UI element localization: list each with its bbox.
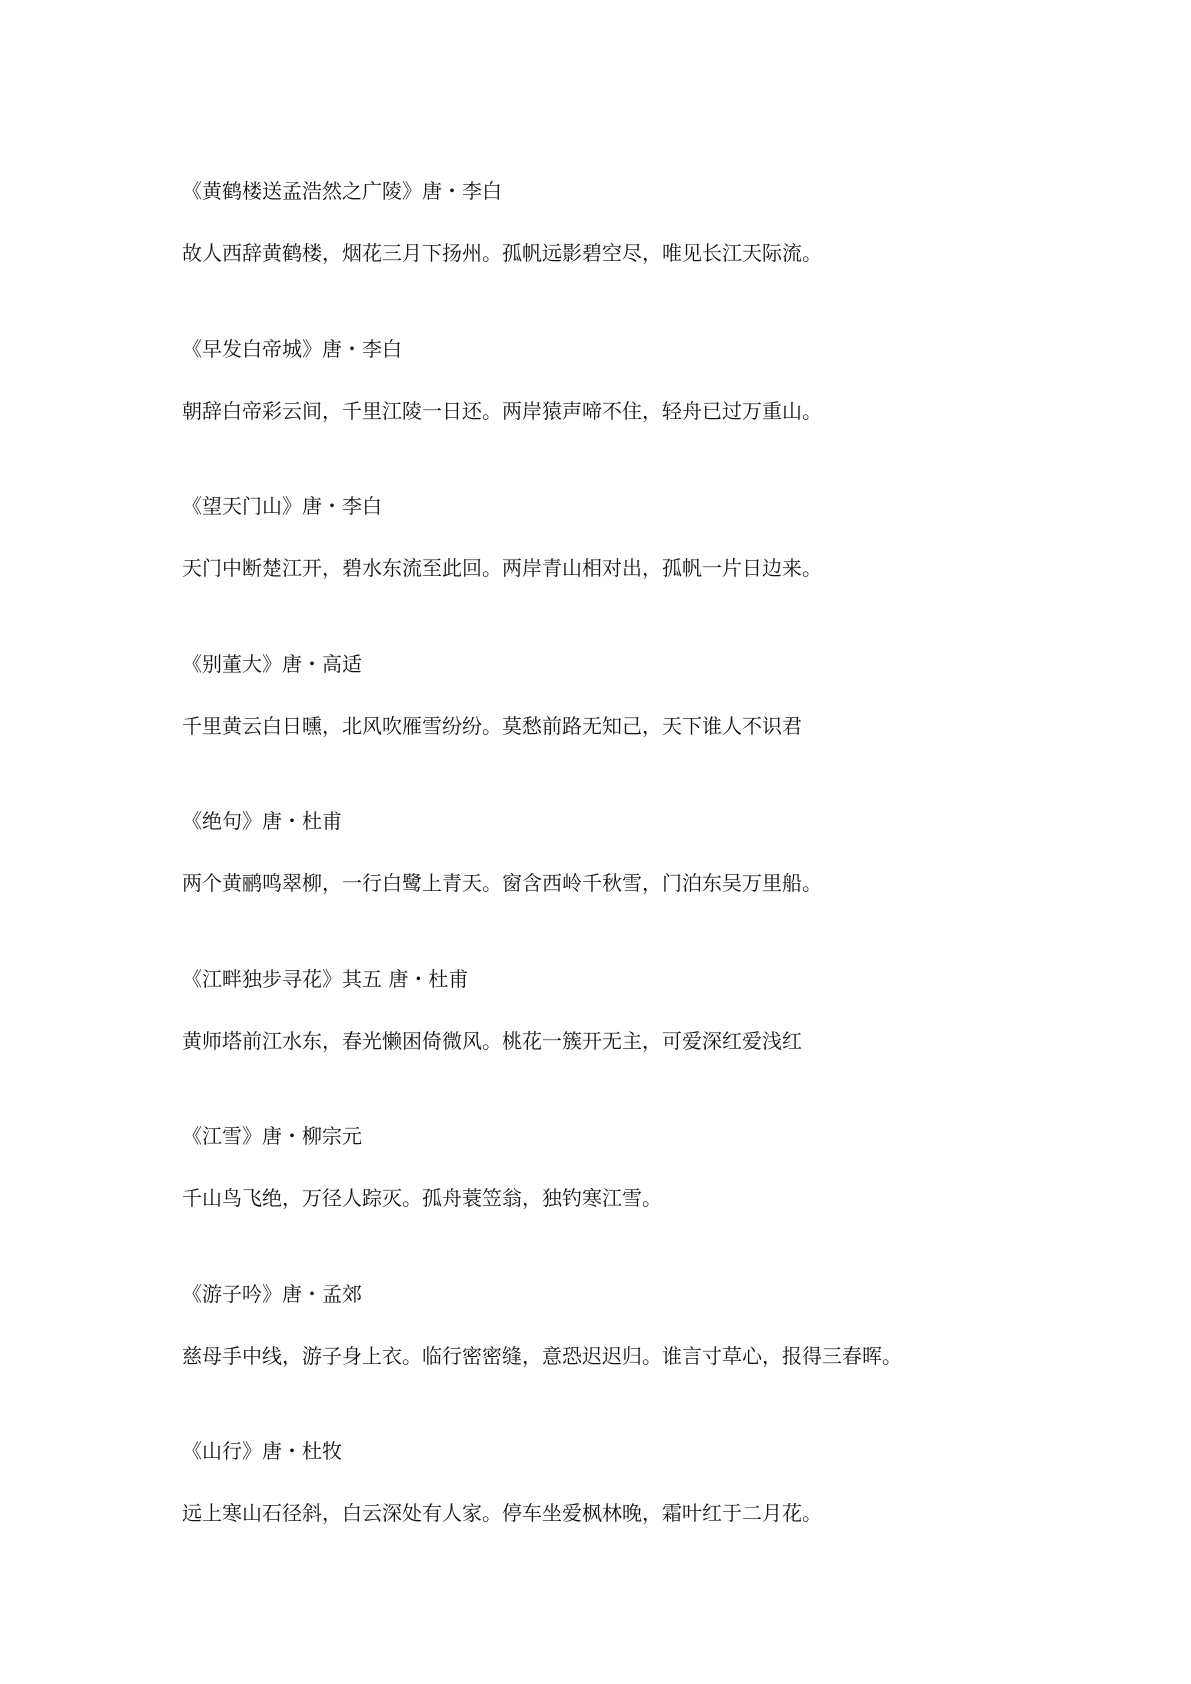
poem-entry	[182, 1278, 1082, 1436]
poem-text: 两个黄鹂鸣翠柳，一行白鹭上青天。窗含西岭千秋雪，门泊东吴万里船。	[182, 871, 822, 895]
poem-text: 朝辞白帝彩云间，千里江陵一日还。两岸猿声啼不住，轻舟已过万重山。	[182, 398, 822, 423]
poem-title: 《绝句》唐・杜甫	[182, 809, 342, 833]
poem-entry	[182, 648, 1082, 806]
poem-title: 《别董大》唐・高适	[182, 651, 362, 676]
poem-title: 《江畔独步寻花》其五 唐・杜甫	[182, 966, 469, 991]
poem-entry	[182, 490, 1082, 648]
poem-entry	[182, 175, 1082, 333]
poem-text: 慈母手中线，游子身上衣。临行密密缝，意恐迟迟归。谁言寸草心，报得三春晖。	[182, 1343, 902, 1368]
poem-list	[182, 175, 1082, 1593]
poem-text: 故人西辞黄鹤楼，烟花三月下扬州。孤帆远影碧空尽，唯见长江天际流。	[182, 241, 822, 265]
poem-entry	[182, 805, 1082, 963]
poem-title: 《游子吟》唐・孟郊	[182, 1281, 362, 1306]
poem-text: 黄师塔前江水东，春光懒困倚微风。桃花一簇开无主，可爱深红爱浅红	[182, 1028, 802, 1053]
poem-entry	[182, 1435, 1082, 1593]
poem-text: 远上寒山石径斜，白云深处有人家。停车坐爱枫林晚，霜叶红于二月花。	[182, 1501, 822, 1525]
poem-entry	[182, 333, 1082, 491]
poem-title: 《黄鹤楼送孟浩然之广陵》唐・李白	[182, 179, 502, 203]
poem-text: 千里黄云白日曛，北风吹雁雪纷纷。莫愁前路无知己，天下谁人不识君	[182, 713, 802, 738]
poem-title: 《山行》唐・杜牧	[182, 1439, 342, 1463]
poem-entry	[182, 1120, 1082, 1278]
poem-text: 千山鸟飞绝，万径人踪灭。孤舟蓑笠翁，独钓寒江雪。	[182, 1186, 662, 1210]
poem-title: 《江雪》唐・柳宗元	[182, 1124, 362, 1148]
poem-title: 《望天门山》唐・李白	[182, 494, 382, 518]
poem-text: 天门中断楚江开，碧水东流至此回。两岸青山相对出，孤帆一片日边来。	[182, 556, 822, 580]
poem-entry	[182, 963, 1082, 1121]
poem-title: 《早发白帝城》唐・李白	[182, 336, 402, 361]
